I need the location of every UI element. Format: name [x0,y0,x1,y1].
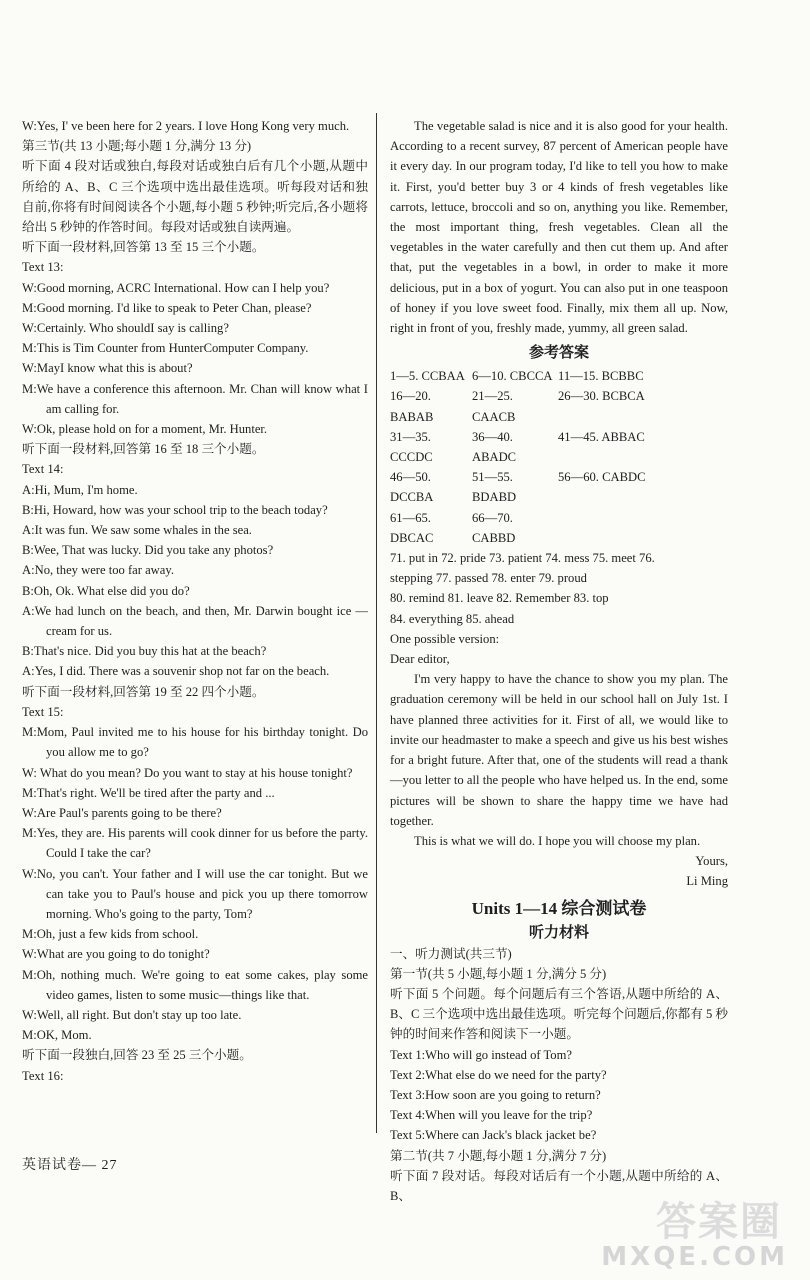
answer-row [390,366,728,386]
answer-group [648,386,728,426]
column-divider [376,113,377,1133]
transcript-line: W:Ok, please hold on for a moment, Mr. Hunter. [22,422,268,437]
letter-signature: Li Ming [686,874,728,889]
answer-group: 61—65. DBCAC [390,510,434,545]
transcript-line: A:Hi, Mum, I'm home. [22,482,138,497]
transcript-line: M:OK, Mom. [22,1028,92,1043]
listening-line: Text 1:Who will go instead of Tom? [390,1047,572,1062]
fill-in-answers [390,548,728,629]
transcript-line: 听下面一段独白,回答 23 至 25 三个小题。 [22,1048,252,1063]
passage-paragraph: The vegetable salad is nice and it is also good for your health. According to a recent survey, 87 percent of American people have it every day. In our program today, I'd like to tell you how to make it. First, you'd better buy 3 or 4 kinds of fresh vegetables like carrots, lettuce, broccoli and so on, anything you like. Remember, the most important thing, fresh vegetables. Clean all the vegetables in the water carefully and then cut them up. And after that, put the vegetables in a bowl, in order to make it more delicious, put in a box of yogurt. You can also put in one teaspoon of honey if you love sweet food. Finally, mix them all up. Now, right in front of you, freshly made, yummy, all green salad. [390,119,728,336]
salad-passage [390,116,728,338]
transcript-line: 听下面一段材料,回答第 19 至 22 四个小题。 [22,684,265,699]
answer-row [390,386,728,426]
answer-group: 1—5. CCBAA [390,369,465,384]
listening-line: 一、听力测试(共三节) [390,946,512,961]
letter-closing: Yours, [695,854,728,869]
listening-line: Text 2:What else do we need for the party? [390,1067,607,1082]
transcript-line: W:MayI know what this is about? [22,361,193,376]
listening-line: 听下面 5 个问题。每个问题后有三个答语,从题中所给的 A、B、C 三个选项中选出最佳选项。听完每个问题后,你都有 5 秒钟的时间来作答和阅读下一小题。 [390,986,728,1042]
transcript-line: B:Hi, Howard, how was your school trip to the beach today? [22,502,328,517]
letter-paragraph: I'm very happy to have the chance to show you my plan. The graduation ceremony will be held in our school hall on July 1st. I have planned three activities for it. First of all, we would like to invite our headmaster to make a speech and give us his best wishes for a bright future. After that, one of the students will read a thank—you letter to all the people who have helped us. In the end, some pictures will be shown to share the happy time we have had together. [390,672,728,828]
transcript-line: Text 15: [22,704,64,719]
page-footer: 英语试卷— 27 [22,1158,118,1173]
watermark-top-text: 答案圈 [656,1199,782,1245]
transcript-line: M:Oh, nothing much. We're going to eat some cakes, play some video games, listen to some music—things like that. [22,967,368,1002]
listening-line: 听下面 7 段对话。每段对话后有一个小题,从题中所给的 A、B、 [390,1168,728,1203]
fill-answer-line: stepping 77. passed 78. enter 79. proud [390,571,587,586]
answer-group: 31—35. CCCDC [390,429,433,465]
letter-greeting: Dear editor, [390,652,450,667]
left-column [22,116,368,1086]
transcript-line: B:Oh, Ok. What else did you do? [22,583,190,598]
fill-answer-line: 80. remind 81. leave 82. Remember 83. top [390,591,609,606]
answer-group: 56—60. CABDC [558,470,646,485]
answer-group [648,427,728,467]
answer-group [558,508,648,548]
transcript-line: W:Yes, I' ve been here for 2 years. I love Hong Kong very much. [22,119,350,133]
answer-group [648,508,728,548]
answer-row [390,427,728,467]
answer-row [390,508,728,548]
transcript-line: A:We had lunch on the beach, and then, Mr. Darwin bought ice —cream for us. [22,603,368,639]
answer-group: 21—25. CAACB [472,389,516,424]
transcript-line: 听下面 4 段对话或独白,每段对话或独白后有几个小题,从题中所给的 A、B、C 三个选项中选出最佳选项。听每段对话和独自前,你将有时间阅读各个小题,每小题 5 秒钟;听完后,各小题将给出 5 秒钟的作答时间。每段对话或独自读两遍。 [22,159,368,235]
transcript-line: Text 14: [22,462,64,477]
transcript-line: 第三节(共 13 小题;每小题 1 分,满分 13 分) [22,139,252,154]
watermark-logo [590,1188,800,1274]
answer-row [390,467,728,507]
listening-line: Text 5:Where can Jack's black jacket be? [390,1128,597,1143]
transcript-line: A:No, they were too far away. [22,563,174,578]
transcript-line: M:Oh, just a few kids from school. [22,927,199,942]
version-label: One possible version: [390,631,500,646]
answer-group: 36—40. ABADC [472,429,517,465]
answer-key [390,366,728,548]
listening-line: Text 4:When will you leave for the trip? [390,1108,593,1123]
answers-title: 参考答案 [528,345,589,362]
answer-group: 26—30. BCBCA [558,389,645,404]
fill-answer-line: 84. everything 85. ahead [390,611,515,626]
answer-group: 16—20. BABAB [390,389,434,424]
transcript-line: M:Yes, they are. His parents will cook dinner for us before the party. Could I take the car? [22,826,368,861]
answer-group: 51—55. BDABD [472,470,517,505]
watermark-bottom-text: MXQE.COM [601,1242,788,1272]
fill-answer-line: 71. put in 72. pride 73. patient 74. mess 75. meet 76. [390,551,655,566]
transcript-line: 听下面一段材料,回答第 13 至 15 三个小题。 [22,240,265,255]
transcript-line: M:Good morning. I'd like to speak to Peter Chan, please? [22,300,312,315]
test-title: Units 1—14 综合测试卷 [471,898,647,918]
transcript-line: Text 13: [22,260,64,275]
transcript-line: A:It was fun. We saw some whales in the sea. [22,523,252,538]
answer-group [648,467,728,507]
transcript-line: M:This is Tim Counter from HunterComputer Company. [22,341,309,356]
transcript-line: M:That's right. We'll be tired after the party and ... [22,785,275,800]
transcript-line: W: What do you mean? Do you want to stay at his house tonight? [22,765,353,780]
transcript-line: W:Well, all right. But don't stay up too late. [22,1007,242,1022]
transcript-line: 听下面一段材料,回答第 16 至 18 三个小题。 [22,442,265,457]
listening-material [390,944,728,1207]
transcript-line: W:What are you going to do tonight? [22,947,210,962]
transcript-line: W:No, you can't. Your father and I will use the car tonight. But we can take you to Paul's house and pick you up there tomorrow morning. Who's going to the party, Tom? [22,866,368,921]
answer-group: 41—45. ABBAC [558,429,645,444]
transcript-line: W:Certainly. Who shouldI say is calling? [22,321,229,336]
listening-subtitle: 听力材料 [528,924,589,941]
letter-paragraph: This is what we will do. I hope you will choose my plan. [414,833,701,848]
right-column [390,116,728,1206]
listening-line: Text 3:How soon are you going to return? [390,1087,601,1102]
transcript-line: W:Good morning, ACRC International. How can I help you? [22,280,330,295]
answer-group: 46—50. DCCBA [390,470,434,505]
transcript-line: B:That's nice. Did you buy this hat at the beach? [22,644,267,659]
answer-group: 11—15. BCBBC [558,369,644,384]
transcript-line: Text 16: [22,1068,64,1083]
answer-group: 6—10. CBCCA [472,369,553,384]
transcript-line: B:Wee, That was lucky. Did you take any photos? [22,543,274,558]
listening-line: 第一节(共 5 小题,每小题 1 分,满分 5 分) [390,966,607,981]
transcript-line: W:Are Paul's parents going to be there? [22,805,222,820]
transcript-line: M:We have a conference this afternoon. Mr. Chan will know what I am calling for. [22,381,368,416]
answer-group: 66—70. CABBD [472,510,516,545]
listening-line: 第二节(共 7 小题,每小题 1 分,满分 7 分) [390,1148,607,1163]
transcript-line: M:Mom, Paul invited me to his house for his birthday tonight. Do you allow me to go? [22,725,368,760]
answer-group [648,366,728,386]
letter-body [390,669,728,851]
transcript-line: A:Yes, I did. There was a souvenir shop not far on the beach. [22,664,330,679]
